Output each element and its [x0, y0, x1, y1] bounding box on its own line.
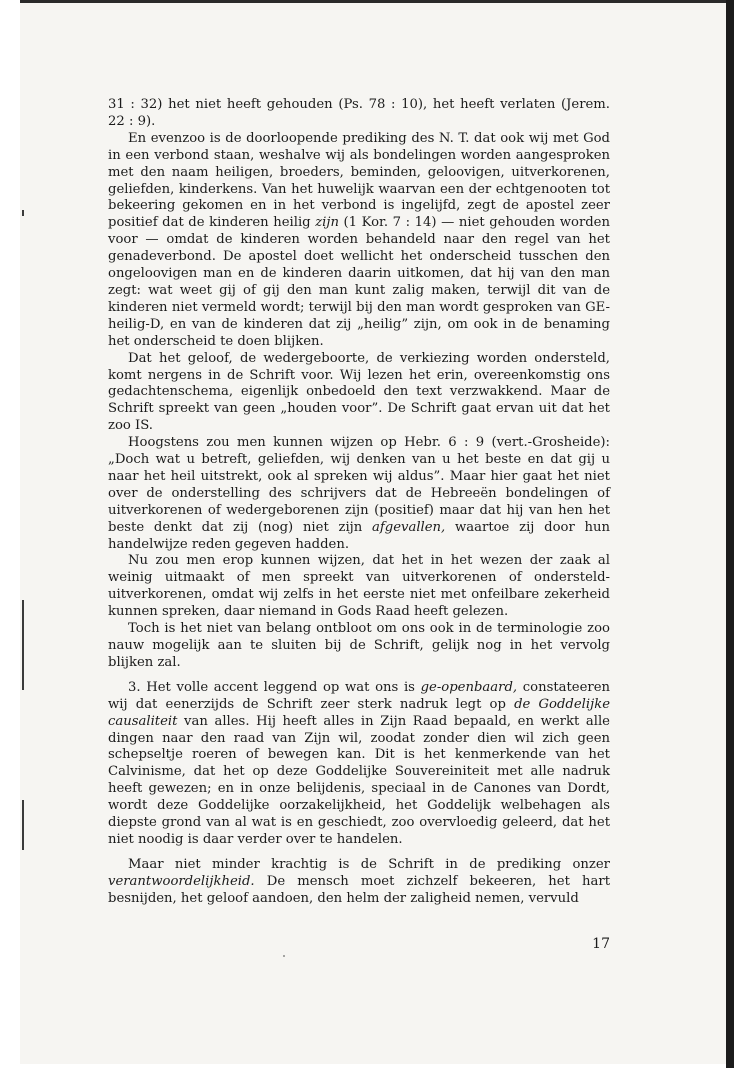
text-run: constateeren wij dat eenerzijds de Schrift zeer sterk nadruk legt op: [108, 679, 611, 712]
text-run: En evenzoo is de doorloopende prediking des N. T. dat ook wij met God in een verbond staan, weshalve wij als bondelingen worden aangesproken met den naam heiligen, broeders, beminden, geloovigen, uitverkorenen, geliefden, kinderkens. Van het huwelijk waarvan een der echtgenooten tot bekeering gekomen en in het verbond is ingelijfd, zegt de apostel zeer positief dat de kinderen heilig: [108, 130, 610, 231]
italic-run: zijn: [315, 215, 339, 231]
text-run: Hoogstens zou men kunnen wijzen op Hebr. 6 : 9 (vert.-Grosheide): „Doch wat u betreft, geliefden, wij denken van u het beste en dat gij u naar het heil uitstrekt, ook al spreken wij aldus”. Maar hier gaat het niet over de onderstelling des schrijvers dat de Hebreeën bondelingen of uitverkorenen of wedergeborenen zijn (positief) maar dat hij van hen het beste denkt dat zij (nog) niet zijn: [108, 435, 610, 535]
text-run: 3. Het volle accent leggend op wat ons is: [128, 679, 421, 695]
scan-edge-top: [20, 0, 734, 3]
italic-run: verantwoordelijkheid.: [108, 873, 255, 889]
margin-mark: [22, 210, 24, 216]
italic-run: ge-openbaard,: [420, 679, 518, 695]
paragraph-6: [108, 621, 610, 672]
text-run: van alles. Hij heeft alles in Zijn Raad bepaald, en werkt alle dingen naar den raad van Zijn wil, zoodat zonder dien wil zich geen schepseltje roeren of bewegen kan. Dit is het kenmerkende van het Calvinisme, dat het op deze Goddelijke Souvereiniteit met alle nadruk heeft gewezen; en in onze belijdenis, speciaal in de Canones van Dordt, wordt deze Goddelijke oorzakelijkheid, het Goddelijk welbehagen als diepste grond van al wat is en geschiedt, zoo overvloedig geleerd, dat het niet noodig is daar verder over te handelen.: [108, 713, 610, 847]
italic-run: afgevallen,: [372, 519, 446, 535]
paragraph-1: [108, 97, 610, 131]
text-run: Toch is het niet van belang ontbloot om ons ook in de terminologie zoo nauw mogelijk aan te sluiten bij de Schrift, gelijk nog in het vervolg blijken zal.: [108, 621, 610, 670]
italic-run: de Goddelijke causaliteit: [108, 696, 610, 729]
margin-mark: [22, 600, 24, 690]
text-run: Maar niet minder krachtig is de Schrift in de prediking onzer: [128, 856, 610, 872]
scan-edge-right: [726, 0, 734, 1068]
body-text: [108, 97, 610, 908]
text-run: 31 : 32) het niet heeft gehouden (Ps. 78 : 10), het heeft verlaten (Jerem. 22 : 9).: [108, 97, 610, 129]
text-run: De mensch moet zichzelf bekeeren, het hart besnijden, het geloof aandoen, den helm der zaligheid nemen, vervuld: [108, 873, 610, 906]
paragraph-2: [108, 131, 610, 351]
text-run: Nu zou men erop kunnen wijzen, dat het in het wezen der zaak al weinig uitmaakt of men spreekt van uitverkorenen of ondersteld-uitverkorenen, omdat wij zelfs in het eerste niet met onfeilbare zekerheid kunnen spreken, daar niemand in Gods Raad heeft gelezen.: [108, 553, 610, 620]
margin-mark: [22, 800, 24, 850]
text-run: waartoe zij door hun handelwijze reden gegeven hadden.: [108, 519, 610, 552]
page-number: 17: [592, 936, 610, 952]
text-run: Dat het geloof, de wedergeboorte, de verkiezing worden ondersteld, komt nergens in de Schrift voor. Wij lezen het erin, overeenkomstig ons gedachtenschema, eigenlijk onbedoeld den text verzwakkend. Maar de Schrift spreekt van geen „houden voor”. De Schrift gaat ervan uit dat het zoo IS.: [108, 350, 610, 434]
paragraph-8: [108, 857, 610, 908]
text-run: (1 Kor. 7 : 14) — niet gehouden worden voor — omdat de kinderen worden behandeld naar den regel van het genadeverbond. De apostel doet wellicht het onderscheid tusschen den ongeloovigen man en de kinderen daarin uitkomen, dat hij van den man zegt: wat weet gij of gij den man kunt zalig maken, terwijl dit van de kinderen niet vermeld wordt; terwijl bij den man wordt gesproken van GE-heilig-D, en van de kinderen dat zij „heilig” zijn, om ook in de benaming het onderscheid te doen blijken.: [108, 215, 610, 349]
paragraph-5: [108, 553, 610, 621]
paragraph-7: [108, 680, 610, 849]
paragraph-4: [108, 435, 610, 553]
scan-speck: [283, 955, 285, 957]
paragraph-3: [108, 351, 610, 436]
